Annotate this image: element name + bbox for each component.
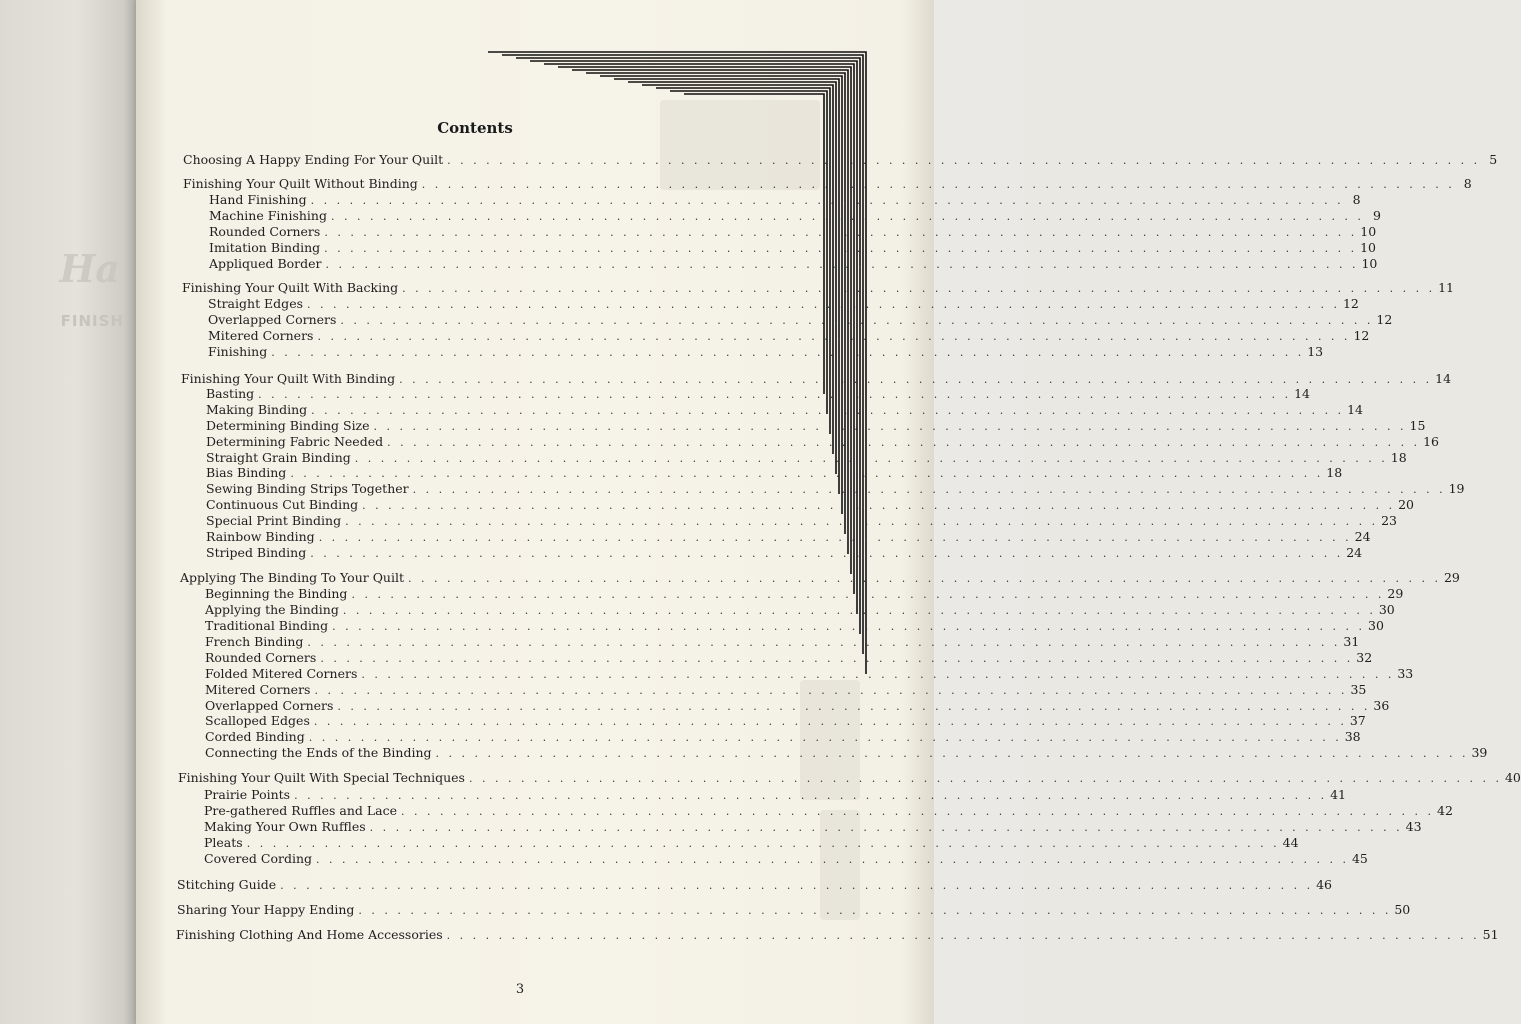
toc-subentry [206,418,1426,434]
toc-entry-title: Continuous Cut Binding [206,497,359,512]
toc-leader-dots: . . . . . . . . . . . . . . . . . . . . . . . . . . . . . . . . . . . . . . . . . . . . . . . . . . . . . . . . . . . . . . . . . . . . . . . . . . . . . . . . [399,373,1433,386]
toc-leader-dots: . . . . . . . . . . . . . . . . . . . . . . . . . . . . . . . . . . . . . . . . . . . . . . . . . . . . . . . . . . . . . . . . . . . . . . . . . . . . . . . . [313,715,1347,728]
toc-subentry [206,465,1343,481]
toc-entry-page: 23 [1381,513,1397,528]
toc-leader-dots: . . . . . . . . . . . . . . . . . . . . . . . . . . . . . . . . . . . . . . . . . . . . . . . . . . . . . . . . . . . . . . . . . . . . . . . . . . . . . . . . [401,805,1435,818]
toc-leader-dots: . . . . . . . . . . . . . . . . . . . . . . . . . . . . . . . . . . . . . . . . . . . . . . . . . . . . . . . . . . . . . . . . . . . . . . . . . . . . . . . . [435,747,1469,760]
toc-entry-page: 15 [1409,418,1426,433]
toc-entry-page: 24 [1354,529,1371,544]
toc-subentry [205,650,1373,666]
toc-entry-page: 13 [1307,344,1324,359]
toc-entry-page: 39 [1471,745,1488,760]
toc-leader-dots: . . . . . . . . . . . . . . . . . . . . . . . . . . . . . . . . . . . . . . . . . . . . . . . . . . . . . . . . . . . . . . . . . . . . . . . . . . . . . . . . [345,515,1379,528]
toc-entry-title: Making Your Own Ruffles [204,819,366,834]
toc-section [177,902,1411,918]
toc-subentry [205,682,1367,698]
toc-entry-title: Connecting the Ends of the Binding [205,745,432,760]
toc-subentry [204,835,1299,851]
toc-leader-dots: . . . . . . . . . . . . . . . . . . . . . . . . . . . . . . . . . . . . . . . . . . . . . . . . . . . . . . . . . . . . . . . . . . . . . . . . . . . . . . . . [369,821,1403,834]
toc-entry-page: 51 [1482,927,1499,942]
toc-entry-title: Determining Binding Size [206,418,370,433]
toc-subentry [208,312,1393,328]
toc-subentry [204,787,1346,803]
toc-entry-title: Stitching Guide [177,877,277,892]
ghost-subtitle: FINISH [60,312,124,330]
toc-entry-page: 42 [1437,803,1453,818]
toc-leader-dots: . . . . . . . . . . . . . . . . . . . . . . . . . . . . . . . . . . . . . . . . . . . . . . . . . . . . . . . . . . . . . . . . . . . . . . . . . . . . . . . . [307,636,1341,649]
toc-entry-title: Sharing Your Happy Ending [177,902,355,917]
toc-entry-page: 36 [1373,698,1390,713]
toc-entry-title: Scalloped Edges [205,713,310,728]
toc-leader-dots: . . . . . . . . . . . . . . . . . . . . . . . . . . . . . . . . . . . . . . . . . . . . . . . . . . . . . . . . . . . . . . . . . . . . . . . . . . . . . . . . [362,499,1396,512]
toc-entry-page: 30 [1378,602,1395,617]
toc-entry-title: Striped Binding [206,545,307,560]
toc-entry-page: 33 [1397,666,1414,681]
toc-entry-page: 14 [1435,371,1452,386]
toc-entry-page: 14 [1294,386,1311,401]
toc-leader-dots: . . . . . . . . . . . . . . . . . . . . . . . . . . . . . . . . . . . . . . . . . . . . . . . . . . . . . . . . . . . . . . . . . . . . . . . . . . . . . . . . [246,837,1280,850]
toc-entry-page: 40 [1504,770,1521,785]
toc-entry-page: 18 [1326,465,1343,480]
toc-subentry [208,296,1359,312]
toc-leader-dots: . . . . . . . . . . . . . . . . . . . . . . . . . . . . . . . . . . . . . . . . . . . . . . . . . . . . . . . . . . . . . . . . . . . . . . . . . . . . . . . . [307,298,1340,311]
toc-entry-page: 46 [1316,877,1332,892]
toc-entry-page: 11 [1438,280,1455,295]
toc-entry-title: Beginning the Binding [205,586,348,601]
toc-entry-title: Appliqued Border [209,256,322,271]
toc-entry-title: Sewing Binding Strips Together [206,481,409,496]
toc-leader-dots: . . . . . . . . . . . . . . . . . . . . . . . . . . . . . . . . . . . . . . . . . . . . . . . . . . . . . . . . . . . . . . . . . . . . . . . . . . . . . . . . [408,572,1441,585]
toc-leader-dots: . . . . . . . . . . . . . . . . . . . . . . . . . . . . . . . . . . . . . . . . . . . . . . . . . . . . . . . . . . . . . . . . . . . . . . . . . . . . . . . . [316,853,1349,866]
toc-entry-title: Prairie Points [204,787,291,802]
toc-entry-page: 35 [1350,682,1367,697]
toc-leader-dots: . . . . . . . . . . . . . . . . . . . . . . . . . . . . . . . . . . . . . . . . . . . . . . . . . . . . . . . . . . . . . . . . . . . . . . . . . . . . . . . . [340,314,1374,327]
toc-entry-page: 10 [1361,256,1378,271]
toc-leader-dots: . . . . . . . . . . . . . . . . . . . . . . . . . . . . . . . . . . . . . . . . . . . . . . . . . . . . . . . . . . . . . . . . . . . . . . . . . . . . . . . . [308,731,1342,744]
toc-entry-page: 43 [1405,819,1422,834]
toc-leader-dots: . . . . . . . . . . . . . . . . . . . . . . . . . . . . . . . . . . . . . . . . . . . . . . . . . . . . . . . . . . . . . . . . . . . . . . . . . . . . . . . . [446,929,1480,942]
toc-entry-title: Finishing [208,344,268,359]
toc-entry-page: 44 [1282,835,1299,850]
toc-leader-dots: . . . . . . . . . . . . . . . . . . . . . . . . . . . . . . . . . . . . . . . . . . . . . . . . . . . . . . . . . . . . . . . . . . . . . . . . . . . . . . . . [320,652,1354,665]
toc-leader-dots: . . . . . . . . . . . . . . . . . . . . . . . . . . . . . . . . . . . . . . . . . . . . . . . . . . . . . . . . . . . . . . . . . . . . . . . . . . . . . . . . [290,467,1324,480]
toc-entry-title: Folded Mitered Corners [205,666,358,681]
toc-subentry [206,386,1311,402]
toc-entry-page: 37 [1349,713,1366,728]
toc-leader-dots: . . . . . . . . . . . . . . . . . . . . . . . . . . . . . . . . . . . . . . . . . . . . . . . . . . . . . . . . . . . . . . . . . . . . . . . . . . . . . . . . [318,531,1352,544]
toc-leader-dots: . . . . . . . . . . . . . . . . . . . . . . . . . . . . . . . . . . . . . . . . . . . . . . . . . . . . . . . . . . . . . . . . . . . . . . . . . . . . . . . . [332,620,1366,633]
toc-entry-page: 10 [1360,240,1376,255]
toc-entry-page: 45 [1351,851,1368,866]
toc-entry-title: Mitered Corners [205,682,311,697]
toc-subentry [205,745,1488,761]
toc-leader-dots: . . . . . . . . . . . . . . . . . . . . . . . . . . . . . . . . . . . . . . . . . . . . . . . . . . . . . . . . . . . . . . . . . . . . . . . . . . . . . . . . [314,684,1348,697]
toc-entry-title: Finishing Clothing And Home Accessories [176,927,443,942]
toc-subentry [205,698,1390,714]
toc-subentry [206,450,1407,466]
toc-entry-title: Rainbow Binding [206,529,315,544]
toc-subentry [209,240,1376,256]
toc-subentry [206,434,1439,450]
toc-subentry [209,256,1378,272]
toc-leader-dots: . . . . . . . . . . . . . . . . . . . . . . . . . . . . . . . . . . . . . . . . . . . . . . . . . . . . . . . . . . . . . . . . . . . . . . . . . . . . . . . . [412,483,1446,496]
toc-leader-dots: . . . . . . . . . . . . . . . . . . . . . . . . . . . . . . . . . . . . . . . . . . . . . . . . . . . . . . . . . . . . . . . . . . . . . . . . . . . . . . . . [358,904,1392,917]
toc-entry-page: 31 [1343,634,1360,649]
toc-section [182,280,1455,296]
page-title: Contents [437,119,513,137]
toc-entry-page: 30 [1368,618,1384,633]
toc-entry-title: Basting [206,386,255,401]
toc-entry-title: Imitation Binding [209,240,321,255]
toc-entry-title: Determining Fabric Needed [206,434,384,449]
toc-leader-dots: . . . . . . . . . . . . . . . . . . . . . . . . . . . . . . . . . . . . . . . . . . . . . . . . . . . . . . . . . . . . . . . . . . . . . . . . . . . . . . . . [317,330,1351,343]
toc-leader-dots: . . . . . . . . . . . . . . . . . . . . . . . . . . . . . . . . . . . . . . . . . . . . . . . . . . . . . . . . . . . . . . . . . . . . . . . . . . . . . . . . [337,700,1371,713]
toc-subentry [205,602,1395,618]
toc-entry-page: 12 [1353,328,1370,343]
toc-entry-title: Choosing A Happy Ending For Your Quilt [183,152,444,167]
toc-leader-dots: . . . . . . . . . . . . . . . . . . . . . . . . . . . . . . . . . . . . . . . . . . . . . . . . . . . . . . . . . . . . . . . . . . . . . . . . . . . . . . . . [373,420,1407,433]
toc-entry-title: Overlapped Corners [205,698,334,713]
toc-entry-page: 29 [1443,570,1460,585]
toc-entry-title: Corded Binding [205,729,305,744]
toc-subentry [204,851,1368,867]
toc-entry-title: Straight Grain Binding [206,450,351,465]
toc-entry-page: 38 [1344,729,1361,744]
toc-entry-title: Covered Cording [204,851,313,866]
toc-subentry [208,344,1324,360]
toc-leader-dots: . . . . . . . . . . . . . . . . . . . . . . . . . . . . . . . . . . . . . . . . . . . . . . . . . . . . . . . . . . . . . . . . . . . . . . . . . . . . . . . . [468,772,1502,785]
page-number: 3 [515,982,525,997]
toc-entry-page: 12 [1342,296,1359,311]
toc-entry-title: French Binding [205,634,304,649]
toc-entry-title: Pleats [204,835,243,850]
toc-entry-page: 19 [1448,481,1465,496]
toc-leader-dots: . . . . . . . . . . . . . . . . . . . . . . . . . . . . . . . . . . . . . . . . . . . . . . . . . . . . . . . . . . . . . . . . . . . . . . . . . . . . . . . . [311,404,1345,417]
toc-entry-page: 41 [1330,787,1346,802]
toc-subentry [205,713,1366,729]
toc-entry-page: 18 [1390,450,1407,465]
toc-subentry [205,634,1360,650]
toc-entry-page: 24 [1346,545,1363,560]
toc-subentry [204,803,1453,819]
toc-entry-title: Special Print Binding [206,513,342,528]
toc-leader-dots: . . . . . . . . . . . . . . . . . . . . . . . . . . . . . . . . . . . . . . . . . . . . . . . . . . . . . . . . . . . . . . . . . . . . . . . . . . . . . . . . [325,258,1359,271]
toc-leader-dots: . . . . . . . . . . . . . . . . . . . . . . . . . . . . . . . . . . . . . . . . . . . . . . . . . . . . . . . . . . . . . . . . . . . . . . . . . . . . . . . . [280,879,1314,892]
toc-subentry [209,192,1361,208]
toc-entry-title: Bias Binding [206,465,287,480]
toc-leader-dots: . . . . . . . . . . . . . . . . . . . . . . . . . . . . . . . . . . . . . . . . . . . . . . . . . . . . . . . . . . . . . . . . . . . . . . . . . . . . . . . . [330,210,1364,223]
toc-section [177,877,1332,893]
toc-entry-page: 14 [1347,402,1364,417]
toc-leader-dots: . . . . . . . . . . . . . . . . . . . . . . . . . . . . . . . . . . . . . . . . . . . . . . . . . . . . . . . . . . . . . . . . . . . . . . . . . . . . . . . . [354,452,1388,465]
toc-entry-page: 32 [1356,650,1373,665]
toc-entry-title: Finishing Your Quilt Without Binding [183,176,418,191]
toc-subentry [209,224,1377,240]
toc-section [178,770,1521,786]
toc-entry-title: Pre-gathered Ruffles and Lace [204,803,398,818]
toc-leader-dots: . . . . . . . . . . . . . . . . . . . . . . . . . . . . . . . . . . . . . . . . . . . . . . . . . . . . . . . . . . . . . . . . . . . . . . . . . . . . . . . . [387,436,1421,449]
toc-leader-dots: . . . . . . . . . . . . . . . . . . . . . . . . . . . . . . . . . . . . . . . . . . . . . . . . . . . . . . . . . . . . . . . . . . . . . . . . . . . . . . . . [324,226,1358,239]
toc-entry-title: Machine Finishing [209,208,327,223]
toc-subentry [205,618,1384,634]
toc-section [180,570,1460,586]
toc-leader-dots: . . . . . . . . . . . . . . . . . . . . . . . . . . . . . . . . . . . . . . . . . . . . . . . . . . . . . . . . . . . . . . . . . . . . . . . . . . . . . . . . [447,154,1481,167]
toc-leader-dots: . . . . . . . . . . . . . . . . . . . . . . . . . . . . . . . . . . . . . . . . . . . . . . . . . . . . . . . . . . . . . . . . . . . . . . . . . . . . . . . . [351,588,1385,601]
toc-subentry [206,513,1397,529]
toc-entry-title: Hand Finishing [209,192,307,207]
toc-section [176,927,1499,943]
toc-entry-title: Applying The Binding To Your Quilt [180,570,405,585]
toc-subentry [205,729,1361,745]
toc-entry-page: 20 [1398,497,1414,512]
toc-subentry [205,586,1404,602]
toc-leader-dots: . . . . . . . . . . . . . . . . . . . . . . . . . . . . . . . . . . . . . . . . . . . . . . . . . . . . . . . . . . . . . . . . . . . . . . . . . . . . . . . . [310,194,1344,207]
toc-entry-title: Finishing Your Quilt With Special Techniques [178,770,465,785]
toc-entry-page: 5 [1489,152,1498,167]
toc-section [183,176,1472,192]
toc-entry-title: Mitered Corners [208,328,314,343]
toc-subentry [208,328,1370,344]
toc-entry-page: 29 [1387,586,1404,601]
toc-entry-page: 8 [1463,176,1472,191]
toc-subentry [206,481,1465,497]
toc-section [183,152,1498,168]
toc-entry-title: Rounded Corners [205,650,317,665]
toc-subentry [206,497,1414,513]
toc-leader-dots: . . . . . . . . . . . . . . . . . . . . . . . . . . . . . . . . . . . . . . . . . . . . . . . . . . . . . . . . . . . . . . . . . . . . . . . . . . . . . . . . [294,789,1328,802]
toc-leader-dots: . . . . . . . . . . . . . . . . . . . . . . . . . . . . . . . . . . . . . . . . . . . . . . . . . . . . . . . . . . . . . . . . . . . . . . . . . . . . . . . . [342,604,1376,617]
toc-entry-title: Finishing Your Quilt With Backing [182,280,399,295]
toc-subentry [209,208,1381,224]
toc-entry-title: Finishing Your Quilt With Binding [181,371,396,386]
toc-leader-dots: . . . . . . . . . . . . . . . . . . . . . . . . . . . . . . . . . . . . . . . . . . . . . . . . . . . . . . . . . . . . . . . . . . . . . . . . . . . . . . . . [361,668,1395,681]
toc-entry-page: 8 [1352,192,1361,207]
toc-entry-title: Traditional Binding [205,618,329,633]
toc-leader-dots: . . . . . . . . . . . . . . . . . . . . . . . . . . . . . . . . . . . . . . . . . . . . . . . . . . . . . . . . . . . . . . . . . . . . . . . . . . . . . . . . [324,242,1358,255]
toc-subentry [205,666,1414,682]
toc-section [181,371,1452,387]
toc-subentry [206,545,1363,561]
toc-entry-page: 50 [1394,902,1411,917]
toc-entry-title: Rounded Corners [209,224,321,239]
toc-leader-dots: . . . . . . . . . . . . . . . . . . . . . . . . . . . . . . . . . . . . . . . . . . . . . . . . . . . . . . . . . . . . . . . . . . . . . . . . . . . . . . . . [402,282,1436,295]
toc-entry-page: 16 [1423,434,1439,449]
toc-subentry [206,529,1371,545]
toc-leader-dots: . . . . . . . . . . . . . . . . . . . . . . . . . . . . . . . . . . . . . . . . . . . . . . . . . . . . . . . . . . . . . . . . . . . . . . . . . . . . . . . . [310,547,1344,560]
toc-leader-dots: . . . . . . . . . . . . . . . . . . . . . . . . . . . . . . . . . . . . . . . . . . . . . . . . . . . . . . . . . . . . . . . . . . . . . . . . . . . . . . . . [271,346,1305,359]
toc-entry-title: Overlapped Corners [208,312,337,327]
toc-subentry [206,402,1364,418]
toc-entry-title: Making Binding [206,402,308,417]
toc-entry-page: 10 [1360,224,1377,239]
toc-leader-dots: . . . . . . . . . . . . . . . . . . . . . . . . . . . . . . . . . . . . . . . . . . . . . . . . . . . . . . . . . . . . . . . . . . . . . . . . . . . . . . . . [421,178,1455,191]
toc-leader-dots: . . . . . . . . . . . . . . . . . . . . . . . . . . . . . . . . . . . . . . . . . . . . . . . . . . . . . . . . . . . . . . . . . . . . . . . . . . . . . . . . [258,388,1292,401]
toc-entry-title: Straight Edges [208,296,304,311]
toc-entry-page: 12 [1376,312,1393,327]
ghost-title: Ha [59,246,120,291]
toc-entry-title: Applying the Binding [205,602,339,617]
toc-subentry [204,819,1422,835]
toc-entry-page: 9 [1372,208,1381,223]
